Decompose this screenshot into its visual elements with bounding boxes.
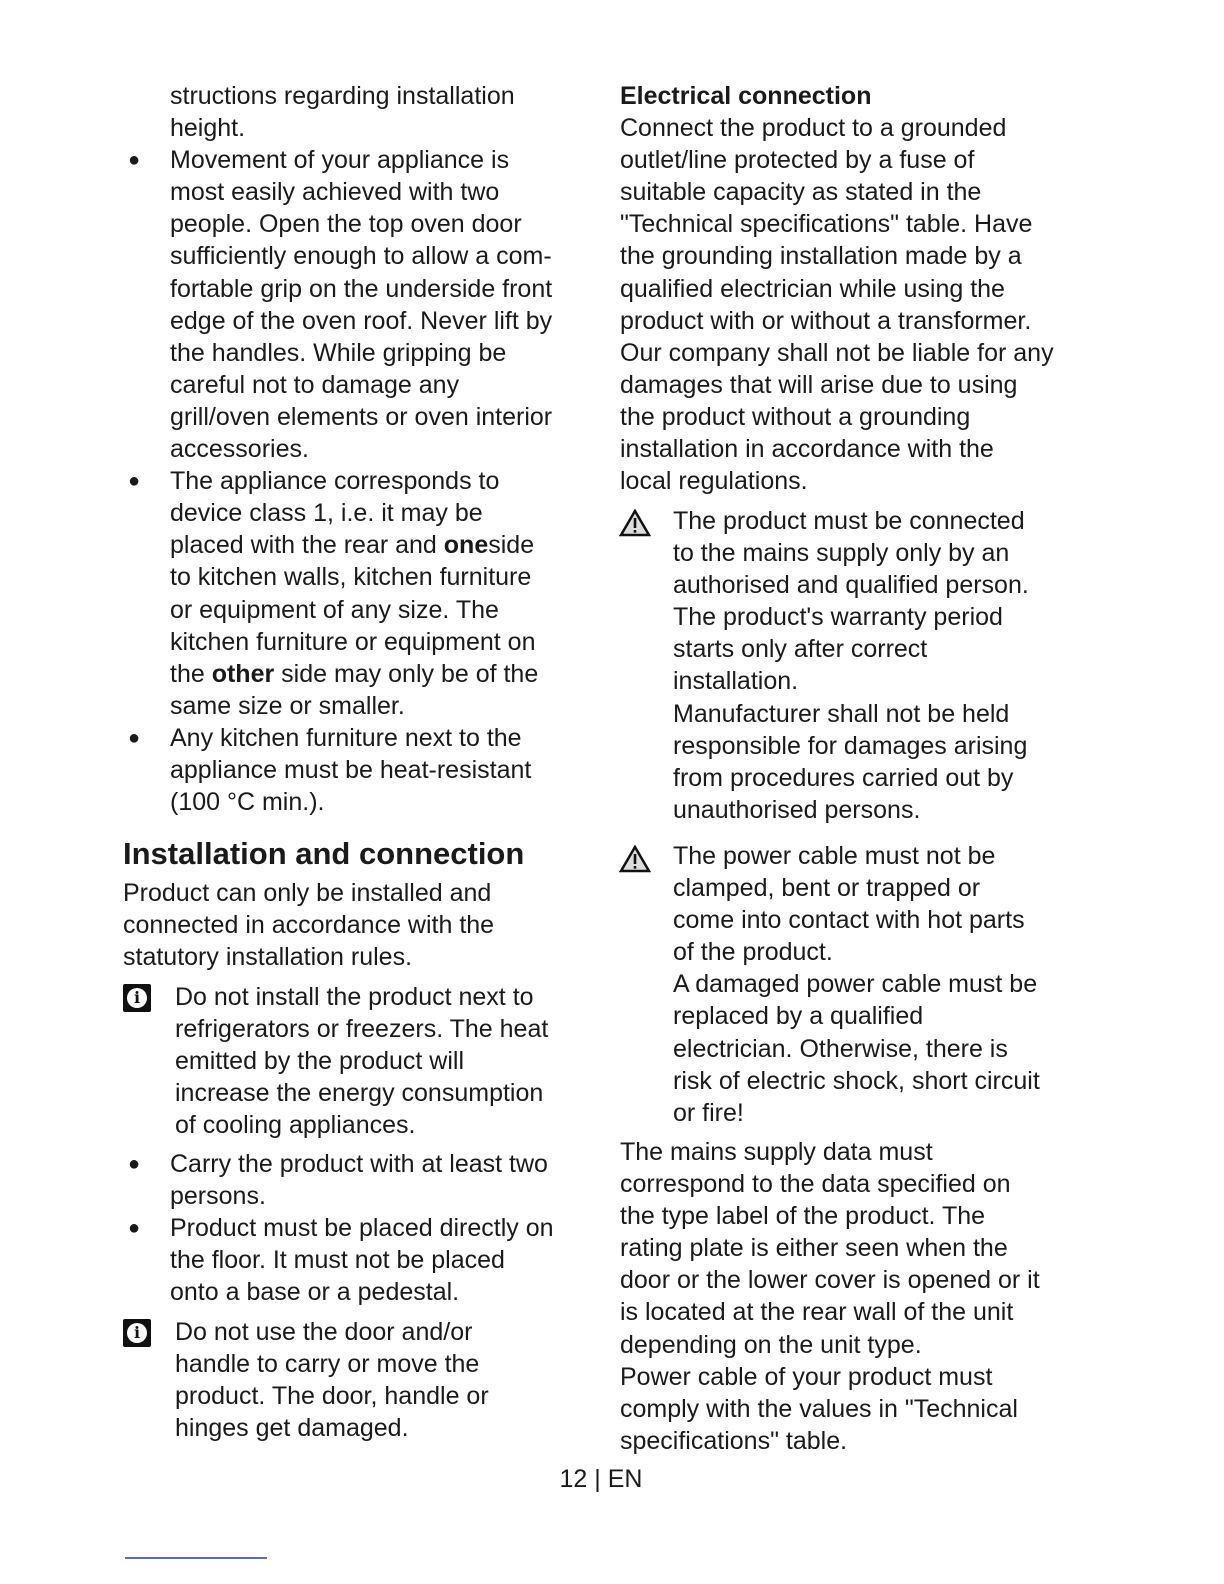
text-line: the handles. While gripping be xyxy=(170,338,507,367)
electrical-connection xyxy=(620,80,1054,497)
text-line xyxy=(128,722,552,754)
text-line xyxy=(128,1148,554,1180)
text-line: Our company shall not be liable for any xyxy=(620,338,1054,367)
text-line: product. The door, handle or xyxy=(175,1382,489,1411)
text-line: suitable capacity as stated in the xyxy=(620,178,982,207)
text-line: of the product. xyxy=(673,938,833,967)
text-line: increase the energy consumption xyxy=(175,1079,544,1108)
text-line: product with or without a transformer. xyxy=(620,306,1032,335)
text-line: The mains supply data must xyxy=(620,1138,933,1166)
text-line: authorised and qualified person. xyxy=(673,571,1029,600)
text-line: is located at the rear wall of the unit xyxy=(620,1298,1014,1327)
text-line: of cooling appliances. xyxy=(175,1111,416,1140)
text-line: the grounding installation made by a xyxy=(620,242,1022,271)
text-line: to the mains supply only by an xyxy=(673,539,1010,568)
text-line: The product's warranty period xyxy=(673,603,1003,632)
text-line: sufficiently enough to allow a com- xyxy=(170,242,552,271)
text-segment: the xyxy=(170,659,212,688)
bullet-text: Carry the product with at least two xyxy=(170,1150,548,1178)
text-line xyxy=(128,465,552,497)
info-note-2 xyxy=(175,1316,489,1444)
text-line: starts only after correct xyxy=(673,635,928,664)
footer-rule xyxy=(125,1557,267,1559)
info-icon: i xyxy=(123,1319,151,1347)
text-line: "Technical specifications" table. Have xyxy=(620,210,1033,239)
text-line: local regulations. xyxy=(620,467,808,496)
text-line: Power cable of your product must xyxy=(620,1362,993,1391)
warning-icon xyxy=(619,509,651,537)
text-segment: side may only be of the xyxy=(274,659,539,688)
text-line: device class 1, i.e. it may be xyxy=(170,499,483,528)
text-line xyxy=(128,144,552,176)
text-line: structions regarding installation xyxy=(170,82,515,110)
text-line: people. Open the top oven door xyxy=(170,210,522,239)
intro-paragraph xyxy=(123,877,494,973)
text-line: appliance must be heat-resistant xyxy=(170,755,532,784)
text-line: installation. xyxy=(673,667,799,696)
bullet-icon: ● xyxy=(128,1217,141,1240)
text-line: Do not install the product next to xyxy=(175,983,534,1011)
text-line: specifications" table. xyxy=(620,1426,848,1455)
text-line: handle to carry or move the xyxy=(175,1350,480,1379)
warning-icon xyxy=(619,845,651,873)
text-line xyxy=(620,80,1054,112)
text-line: electrician. Otherwise, there is xyxy=(673,1034,1008,1063)
text-line: the type label of the product. The xyxy=(620,1202,986,1231)
text-line: The product must be connected xyxy=(673,507,1025,535)
text-line xyxy=(170,658,552,690)
bold-text: Electrical connection xyxy=(620,82,872,110)
text-line: careful not to damage any xyxy=(170,370,460,399)
text-line: clamped, bent or trapped or xyxy=(673,874,981,903)
mains-supply-paragraph xyxy=(620,1136,1040,1457)
text-line: most easily achieved with two xyxy=(170,178,500,207)
section-heading: Installation and connection xyxy=(123,836,525,871)
text-line: A damaged power cable must be xyxy=(673,970,1038,999)
bullet-icon: ● xyxy=(128,726,141,749)
text-line xyxy=(170,529,552,561)
bullet-icon: ● xyxy=(128,149,141,172)
text-line: qualified electrician while using the xyxy=(620,274,1005,303)
text-line: onto a base or a pedestal. xyxy=(170,1278,460,1307)
left-top-block xyxy=(128,80,553,818)
page-number: 12 | EN xyxy=(559,1465,643,1493)
text-line: Do not use the door and/or xyxy=(175,1318,473,1346)
text-line: damages that will arise due to using xyxy=(620,370,1018,399)
text-line xyxy=(128,1212,554,1244)
text-line: statutory installation rules. xyxy=(123,943,413,972)
text-line: hinges get damaged. xyxy=(175,1414,409,1443)
text-line: correspond to the data specified on xyxy=(620,1170,1011,1199)
text-line: comply with the values in "Technical xyxy=(620,1394,1018,1423)
text-line: door or the lower cover is opened or it xyxy=(620,1266,1040,1295)
text-line: replaced by a qualified xyxy=(673,1002,924,1031)
text-line: outlet/line protected by a fuse of xyxy=(620,146,975,175)
text-line: the product without a grounding xyxy=(620,402,971,431)
text-line: kitchen furniture or equipment on xyxy=(170,627,536,656)
text-line: responsible for damages arising xyxy=(673,731,1028,760)
bullet-text: The appliance corresponds to xyxy=(170,467,500,496)
text-segment: side xyxy=(488,531,535,560)
text-line: from procedures carried out by xyxy=(673,763,1014,792)
text-line: Manufacturer shall not be held xyxy=(673,699,1010,728)
text-line: to kitchen walls, kitchen furniture xyxy=(170,563,532,592)
text-line: height. xyxy=(170,114,246,143)
bullet-icon: ● xyxy=(128,1153,141,1175)
text-line: unauthorised persons. xyxy=(673,795,921,824)
text-line: accessories. xyxy=(170,435,309,464)
text-line: same size or smaller. xyxy=(170,691,405,720)
text-line: depending on the unit type. xyxy=(620,1330,922,1359)
text-line: installation in accordance with the xyxy=(620,435,994,464)
info-note-1 xyxy=(175,981,548,1141)
bullet-text: Any kitchen furniture next to the xyxy=(170,723,522,752)
text-line: persons. xyxy=(170,1182,266,1211)
warning-note-2 xyxy=(673,840,1040,1129)
text-line: connected in accordance with the xyxy=(123,911,495,940)
info-icon: i xyxy=(123,984,151,1012)
text-line: rating plate is either seen when the xyxy=(620,1234,1008,1263)
placement-bullets xyxy=(128,1148,554,1308)
bold-text: other xyxy=(211,659,275,688)
warning-note-1 xyxy=(673,505,1029,826)
text-line: or equipment of any size. The xyxy=(170,595,499,624)
text-line: fortable grip on the underside front xyxy=(170,274,553,303)
text-line: (100 °C min.). xyxy=(170,788,325,817)
bold-text: one xyxy=(443,531,489,560)
text-line: Product can only be installed and xyxy=(123,879,492,907)
text-line: come into contact with hot parts xyxy=(673,906,1025,935)
text-line: or fire! xyxy=(673,1098,744,1127)
text-line: emitted by the product will xyxy=(175,1047,465,1076)
text-segment: placed with the rear and xyxy=(170,531,444,560)
text-line: the floor. It must not be placed xyxy=(170,1246,505,1275)
text-line: refrigerators or freezers. The heat xyxy=(175,1015,549,1044)
bullet-text: Product must be placed directly on xyxy=(170,1214,554,1243)
text-line: The power cable must not be xyxy=(673,842,996,870)
bullet-icon: ● xyxy=(128,470,141,493)
text-line: edge of the oven roof. Never lift by xyxy=(170,306,553,335)
text-line: grill/oven elements or oven interior xyxy=(170,402,553,431)
text-line: Connect the product to a grounded xyxy=(620,114,1007,143)
bullet-text: Movement of your appliance is xyxy=(170,146,510,175)
text-line: risk of electric shock, short circuit xyxy=(673,1066,1040,1095)
